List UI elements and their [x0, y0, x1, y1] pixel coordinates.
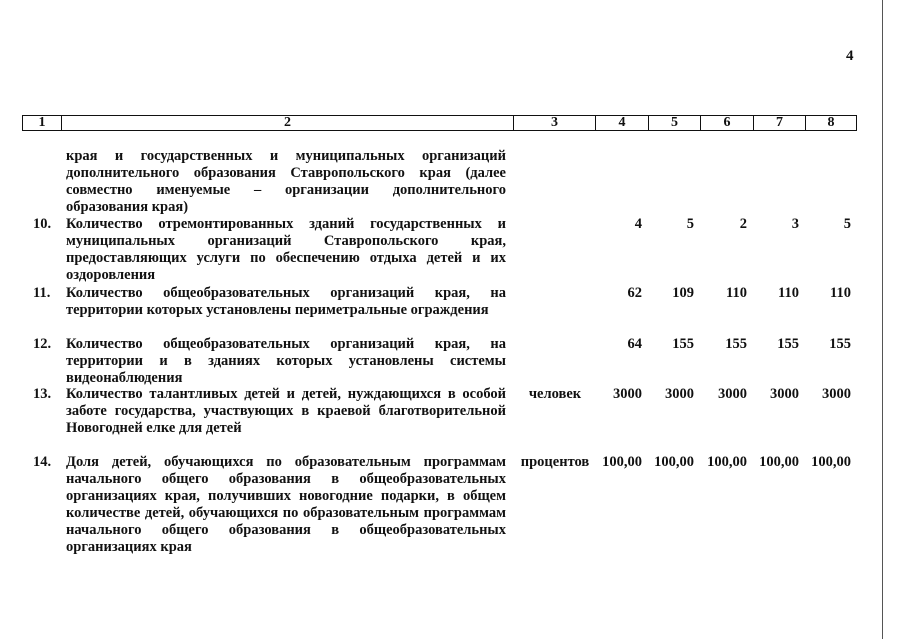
- row-value-col-7: 3000: [770, 386, 799, 402]
- header-col-8: 8: [827, 115, 835, 130]
- row-description: Доля детей, обучающихся по образовательным программам начального общего образования в общеобразовательных организациях края, получивших новогодние подарки, в общем количестве детей, обучающихся по образовательным программам начального общего образования в общеобразовательных организациях края: [66, 454, 506, 555]
- row-value-col-7: 155: [777, 336, 799, 352]
- header-col-1: 1: [23, 116, 62, 130]
- row-value-col-5: 155: [672, 336, 694, 352]
- header-col-6: 6: [701, 116, 754, 130]
- row-description: Количество общеобразовательных организаций края, на территории и в зданиях которых установлены системы видеонаблюдения: [66, 336, 506, 386]
- row-value-col-5: 3000: [665, 386, 694, 402]
- row-value-col-6: 2: [739, 216, 747, 232]
- row-value-col-4: 62: [627, 285, 642, 301]
- row-value-col-8: 110: [830, 285, 851, 301]
- row-value-col-4: 64: [627, 336, 642, 352]
- row-unit: человек: [528, 386, 582, 402]
- row-number: 12.: [33, 336, 52, 352]
- table-header-row: [22, 115, 857, 131]
- header-col-2: 2: [62, 116, 514, 130]
- row-value-col-6: 100,00: [707, 454, 747, 470]
- row-value-col-6: 3000: [718, 386, 747, 402]
- row-description: края и государственных и муниципальных организаций дополнительного образования Ставропольского края (далее совместно именуемые – организации дополнительного образования края): [66, 148, 506, 215]
- row-value-col-8: 3000: [822, 386, 851, 402]
- page-number: 4: [846, 48, 854, 64]
- row-value-col-5: 5: [686, 216, 694, 232]
- row-value-col-4: 3000: [613, 386, 642, 402]
- row-value-col-7: 100,00: [759, 454, 799, 470]
- row-value-col-8: 5: [843, 216, 851, 232]
- row-value-col-6: 110: [726, 285, 747, 301]
- row-number: 11.: [33, 285, 51, 301]
- header-col-4: 4: [596, 116, 649, 130]
- row-description: Количество талантливых детей и детей, нуждающихся в особой заботе государства, участвующих в краевой благотворительной Новогодней елке для детей: [66, 386, 506, 436]
- row-value-col-4: 100,00: [602, 454, 642, 470]
- row-value-col-6: 155: [725, 336, 747, 352]
- page-edge-line: [882, 0, 883, 639]
- row-value-col-8: 100,00: [811, 454, 851, 470]
- header-col-3: 3: [514, 116, 596, 130]
- row-value-col-5: 109: [672, 285, 694, 301]
- row-number: 14.: [33, 454, 52, 470]
- row-number: 13.: [33, 386, 52, 402]
- row-value-col-8: 155: [829, 336, 851, 352]
- row-value-col-4: 4: [634, 216, 642, 232]
- header-col-7: 7: [754, 116, 806, 130]
- row-unit: процентов: [520, 454, 590, 470]
- row-number: 10.: [33, 216, 52, 232]
- row-value-col-5: 100,00: [654, 454, 694, 470]
- row-description: Количество отремонтированных зданий государственных и муниципальных организаций Ставропольского края, предоставляющих услуги по обеспечению отдыха детей и их оздоровления: [66, 216, 506, 283]
- header-col-5: 5: [649, 116, 701, 130]
- row-description: Количество общеобразовательных организаций края, на территории которых установлены периметральные ограждения: [66, 285, 506, 318]
- row-value-col-7: 3: [791, 216, 799, 232]
- row-value-col-7: 110: [778, 285, 799, 301]
